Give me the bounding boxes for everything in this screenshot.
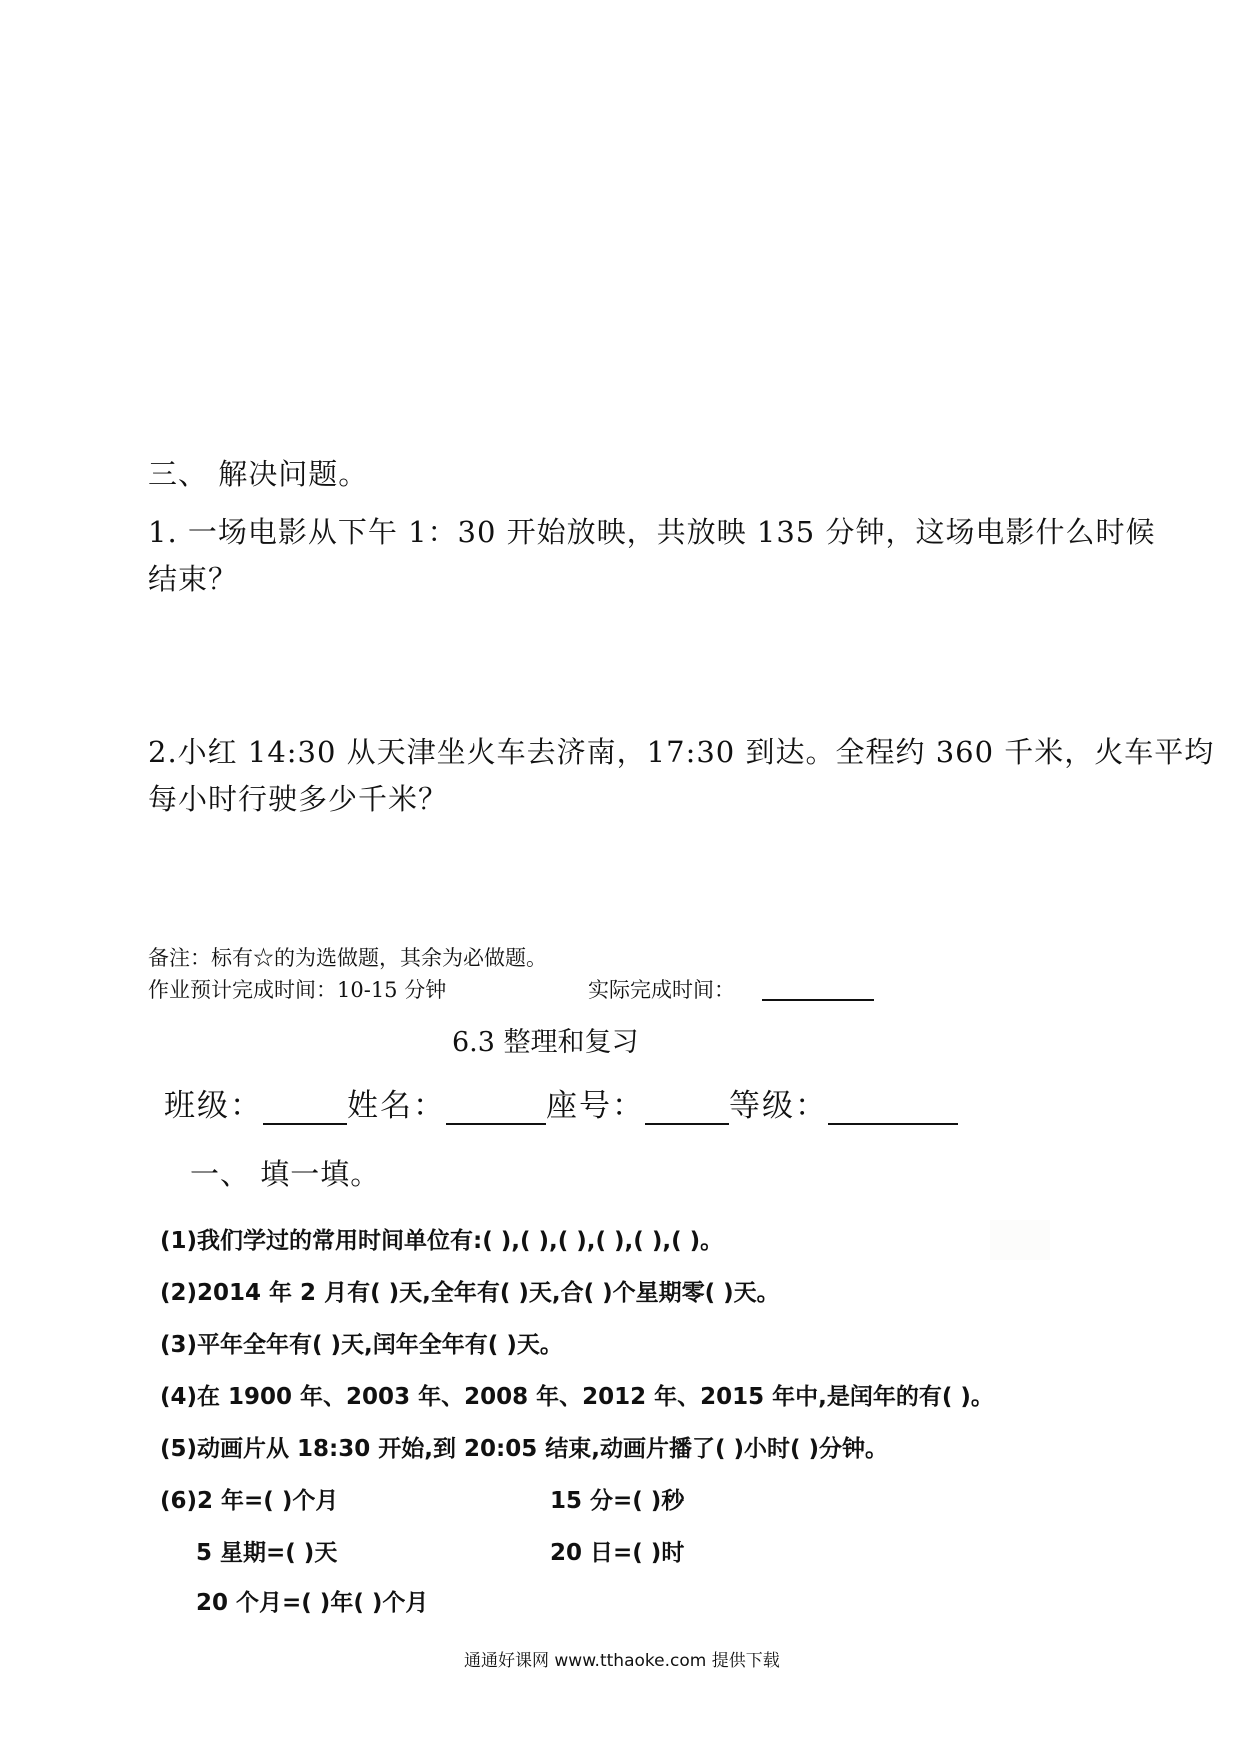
question2-line2: 每小时行驶多少千米？ — [148, 782, 449, 816]
fill-item-4: (4)在 1900 年、2003 年、2008 年、2012 年、2015 年中,是闰年的有( )。 — [160, 1384, 994, 1410]
actual-time-label: 实际完成时间： — [588, 978, 735, 1002]
question1-line1: 1. 一场电影从下午 1：30 开始放映，共放映 135 分钟，这场电影什么时候 — [148, 515, 1156, 549]
fill-item-6-row2-right: 20 日=( )时 — [550, 1540, 685, 1566]
fill-item-5: (5)动画片从 18:30 开始,到 20:05 结束,动画片播了( )小时( )分钟。 — [160, 1436, 889, 1462]
grade-blank — [828, 1093, 958, 1125]
estimated-time-note: 作业预计完成时间：10-15 分钟 — [148, 978, 447, 1002]
fill-item-1: (1)我们学过的常用时间单位有:( ),( ),( ),( ),( ),( )。 — [160, 1228, 724, 1254]
question1-line2: 结束？ — [148, 562, 239, 596]
section3-heading: 三、 解决问题。 — [148, 457, 369, 491]
section1-heading: 一、 填一填。 — [190, 1157, 381, 1191]
seat-label: 座号： — [546, 1088, 645, 1124]
fill-item-2: (2)2014 年 2 月有( )天,全年有( )天,合( )个星期零( )天。 — [160, 1280, 780, 1306]
scan-smudge — [990, 1220, 1050, 1260]
class-label: 班级： — [164, 1088, 263, 1124]
fill-item-6-row1-left: (6)2 年=( )个月 — [160, 1488, 339, 1514]
fill-item-6-row3-left: 20 个月=( )年( )个月 — [196, 1590, 429, 1616]
grade-label: 等级： — [729, 1088, 828, 1124]
fill-item-6-row1-right: 15 分=( )秒 — [550, 1488, 685, 1514]
seat-blank — [645, 1093, 729, 1125]
actual-time-blank — [762, 975, 874, 1001]
lesson-title: 6.3 整理和复习 — [452, 1027, 639, 1058]
student-info-row — [164, 1080, 958, 1125]
name-label: 姓名： — [347, 1088, 446, 1124]
fill-item-6-row2-left: 5 星期=( )天 — [196, 1540, 338, 1566]
name-blank — [446, 1093, 546, 1125]
fill-item-3: (3)平年全年有( )天,闰年全年有( )天。 — [160, 1332, 563, 1358]
remark-note: 备注：标有☆的为选做题，其余为必做题。 — [148, 946, 547, 970]
footer-text: 通通好课网 www.tthaoke.com 提供下载 — [464, 1651, 780, 1671]
class-blank — [263, 1093, 347, 1125]
question2-line1: 2.小红 14:30 从天津坐火车去济南，17:30 到达。全程约 360 千米，火车平均 — [148, 735, 1215, 769]
